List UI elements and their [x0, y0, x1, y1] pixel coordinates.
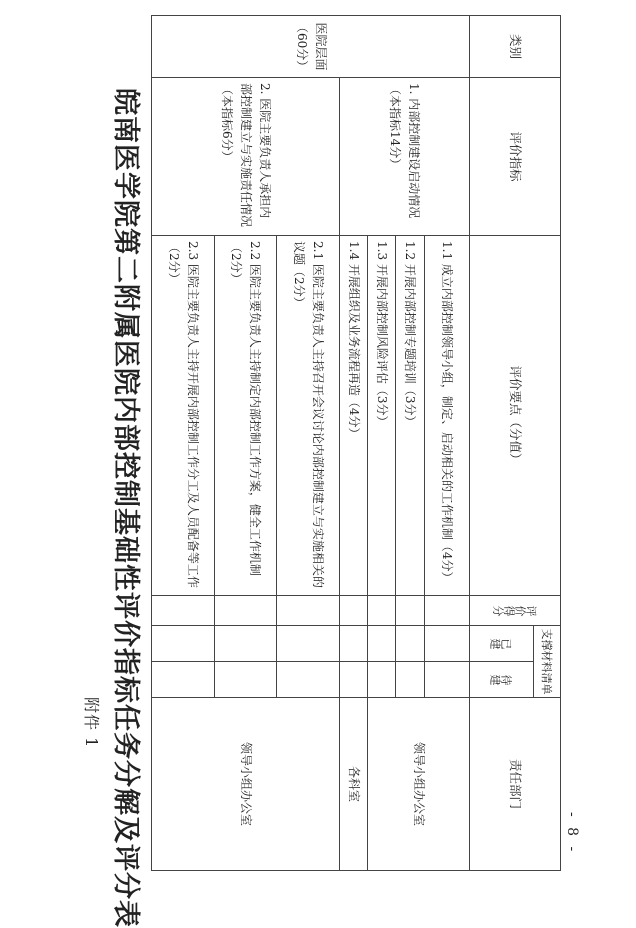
- header-materials: 支撑材料清单: [533, 626, 560, 698]
- built-cell: [152, 626, 215, 662]
- indicator-2: 2. 医院主要负责人承担内部控制建立与实施责任情况（本指标6分）: [152, 78, 340, 236]
- header-pending: 待建: [470, 662, 534, 698]
- built-cell: [396, 626, 424, 662]
- built-cell: [277, 626, 339, 662]
- built-cell: [424, 626, 469, 662]
- evaluation-table: [151, 15, 561, 871]
- score-cell: [152, 596, 215, 626]
- built-cell: [214, 626, 276, 662]
- pending-cell: [277, 662, 339, 698]
- header-score: 评价得分: [470, 596, 561, 626]
- pending-cell: [424, 662, 469, 698]
- score-cell: [367, 596, 395, 626]
- attachment-label: 附件 1: [82, 697, 101, 749]
- key-point: 1.1 成立内部控制领导小组，制定、启动相关的工作机制（4分）: [424, 236, 469, 596]
- header-key-points: 评价要点（分值）: [470, 236, 561, 596]
- department-cell: 各科室: [339, 698, 367, 871]
- built-cell: [367, 626, 395, 662]
- score-cell: [339, 596, 367, 626]
- header-category: 类别: [470, 16, 561, 78]
- pending-cell: [214, 662, 276, 698]
- score-cell: [424, 596, 469, 626]
- score-cell: [214, 596, 276, 626]
- key-point: 2.1 医院主要负责人主持召开会议讨论内部控制建立与实施相关的议题（2分）: [277, 236, 339, 596]
- built-cell: [339, 626, 367, 662]
- score-cell: [277, 596, 339, 626]
- key-point: 1.4 开展组织及业务流程再造（4分）: [339, 236, 367, 596]
- key-point: 1.3 开展内部控制风险评估（3分）: [367, 236, 395, 596]
- header-indicator: 评价指标: [470, 78, 561, 236]
- key-point: 2.2 医院主要负责人主持制定内部控制工作方案，健全工作机制（2分）: [214, 236, 276, 596]
- indicator-1: 1. 内部控制建设启动情况（本指标14分）: [339, 78, 470, 236]
- page-number: - 8 -: [564, 812, 580, 855]
- key-point: 2.3 医院主要负责人主持开展内部控制工作分工及人员配备等工作（2分）: [152, 236, 215, 596]
- header-department: 责任部门: [470, 698, 561, 871]
- pending-cell: [152, 662, 215, 698]
- department-cell: 领导小组办公室: [367, 698, 469, 871]
- pending-cell: [396, 662, 424, 698]
- pending-cell: [339, 662, 367, 698]
- key-point: 1.2 开展内部控制专题培训（3分）: [396, 236, 424, 596]
- header-built: 已建: [470, 626, 534, 662]
- department-cell: 领导小组办公室: [152, 698, 340, 871]
- score-cell: [396, 596, 424, 626]
- page-title: 皖南医学院第二附属医院内部控制基础性评价指标任务分解及评分表: [110, 88, 141, 928]
- category-cell: 医院层面（60分）: [152, 16, 470, 78]
- pending-cell: [367, 662, 395, 698]
